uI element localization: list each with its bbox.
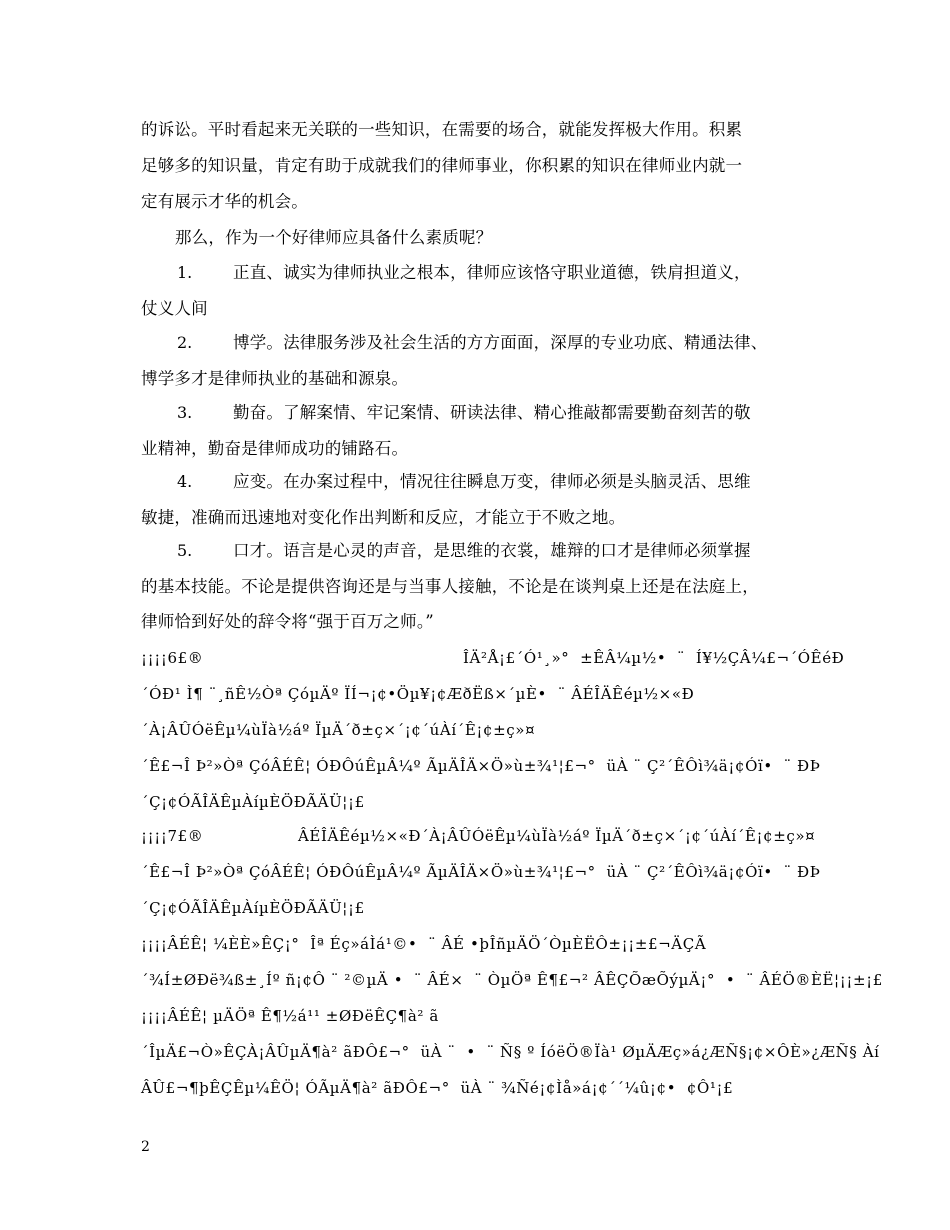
body-line: 的诉讼。平时看起来无关联的一些知识，在需要的场合，就能发挥极大作用。积累	[141, 120, 743, 139]
item-text: 应变。在办案过程中，情况往往瞬息万变，律师必须是头脑灵活、思维	[233, 472, 751, 491]
item-number: 4.	[177, 472, 193, 491]
garbled-line: ´ÎµÄ£¬Ò»ÊÇÀ¡ÂÛµÄ¶à² ãÐÔ£¬° üÀ ¨ • ¨ Ñ§ º ÍóëÖ®Ïà¹ ØµÄÆç»á¿ÆÑ§¡¢×ÔÈ»¿ÆÑ§ Àí	[141, 1043, 880, 1061]
garbled-line: ´ÓÐ¹ Ì¶ ¨¸ñÊ½Òª ÇóµÄº ÏÍ¬¡¢•Öµ¥¡¢ÆðËß×´µÈ• ¨ ÂÉÎÄÊéµ½×«Ð	[141, 685, 695, 703]
garbled-line: ´Ç¡¢ÓÃÎÄÊµÀíµÈÖÐÃÄÜ¦¡£	[141, 899, 365, 917]
item-continuation: 博学多才是律师执业的基础和源泉。	[141, 369, 409, 388]
garbled-line: ´Ê£¬Î Þ²»Òª ÇóÂÉÊ¦ ÓÐÔúÊµÂ¼º ÃµÄÎÄ×Ö»ù±¾¹¦£¬° üÀ ¨ Ç²´ÊÔì¾ä¡¢Óï• ¨ ÐÞ	[141, 863, 821, 881]
item-text: 博学。法律服务涉及社会生活的方方面面，深厚的专业功底、精通法律、	[233, 333, 768, 352]
item-number: 3.	[177, 403, 193, 422]
page-number: 2	[141, 1139, 150, 1155]
garbled-line: ´À¡ÂÛÓëÊµ¼ùÏà½áº ÏµÄ´ð±ç×´¡¢´úÀí´Ê¡¢±ç»¤	[141, 721, 536, 739]
garbled-line: ´Ç¡¢ÓÃÎÄÊµÀíµÈÖÐÃÄÜ¦¡£	[141, 793, 365, 811]
item-number: 5.	[177, 541, 193, 560]
garbled-label: ¡¡¡¡6£®	[141, 649, 204, 667]
item-continuation: 的基本技能。不论是提供咨询还是与当事人接触，不论是在谈判桌上还是在法庭上，	[141, 577, 759, 596]
item-number: 1.	[177, 263, 193, 282]
garbled-line: ÂÉÎÄÊéµ½×«Ð´À¡ÂÛÓëÊµ¼ùÏà½áº ÏµÄ´ð±ç×´¡¢´úÀí´Ê¡¢±ç»¤	[298, 827, 816, 845]
garbled-line: ´Ê£¬Î Þ²»Òª ÇóÂÉÊ¦ ÓÐÔúÊµÂ¼º ÃµÄÎÄ×Ö»ù±¾¹¦£¬° üÀ ¨ Ç²´ÊÔì¾ä¡¢Óï• ¨ ÐÞ	[141, 757, 821, 775]
item-continuation: 敏捷，准确而迅速地对变化作出判断和反应，才能立于不败之地。	[141, 508, 626, 527]
item-number: 2.	[177, 333, 193, 352]
garbled-line: ¡¡¡¡ÂÉÊ¦ ¼ÈÈ»ÊÇ¡° Îª Éç»áÌá¹©• ¨ ÂÉ •þÎñµÄÖ´ÒµÈËÔ±¡¡±£¬ÄÇÃ	[141, 935, 707, 953]
item-text: 口才。语言是心灵的声音，是思维的衣裳，雄辩的口才是律师必须掌握	[233, 541, 751, 560]
body-line: 律师恰到好处的辞令将“强于百万之师。”	[141, 612, 434, 631]
garbled-line: ´¾Í±ØÐë¾ß±¸Íº ñ¡¢Ô ¨ ²©µÄ • ¨ ÂÉ× ¨ ÒµÖª Ê¶£¬² ÂÊÇÕæÕýµÄ¡° • ¨ ÂÉÖ®ÈË¦¡¡±¡£	[141, 971, 883, 989]
question-line: 那么，作为一个好律师应具备什么素质呢？	[175, 228, 493, 247]
garbled-line: ÎÄ²Å¡£´Ó¹¸»° ±ÊÂ¼µ½• ¨ Í¥½ÇÂ¼£¬´ÓÊéÐ	[463, 649, 845, 667]
body-line: 足够多的知识量，肯定有助于成就我们的律师事业，你积累的知识在律师业内就一	[141, 156, 743, 175]
item-continuation: 业精神，勤奋是律师成功的铺路石。	[141, 439, 409, 458]
garbled-line: ÂÛ£¬¶þÊÇÊµ¼ÊÖ¦ ÓÃµÄ¶à² ãÐÔ£¬° üÀ ¨ ¾Ñé¡¢Ìå»á¡¢´´¼û¡¢• ¢Ô¹¡£	[141, 1079, 734, 1097]
item-text: 勤奋。了解案情、牢记案情、研读法律、精心推敲都需要勤奋刻苦的敬	[233, 403, 751, 422]
body-line: 定有展示才华的机会。	[141, 192, 308, 211]
garbled-line: ¡¡¡¡ÂÉÊ¦ µÄÖª Ê¶½á¹¹ ±ØÐëÊÇ¶à² ã	[141, 1007, 439, 1025]
item-continuation: 仗义人间	[141, 299, 208, 318]
item-text: 正直、诚实为律师执业之根本，律师应该恪守职业道德，铁肩担道义，	[233, 263, 751, 282]
garbled-label: ¡¡¡¡7£®	[141, 827, 204, 845]
